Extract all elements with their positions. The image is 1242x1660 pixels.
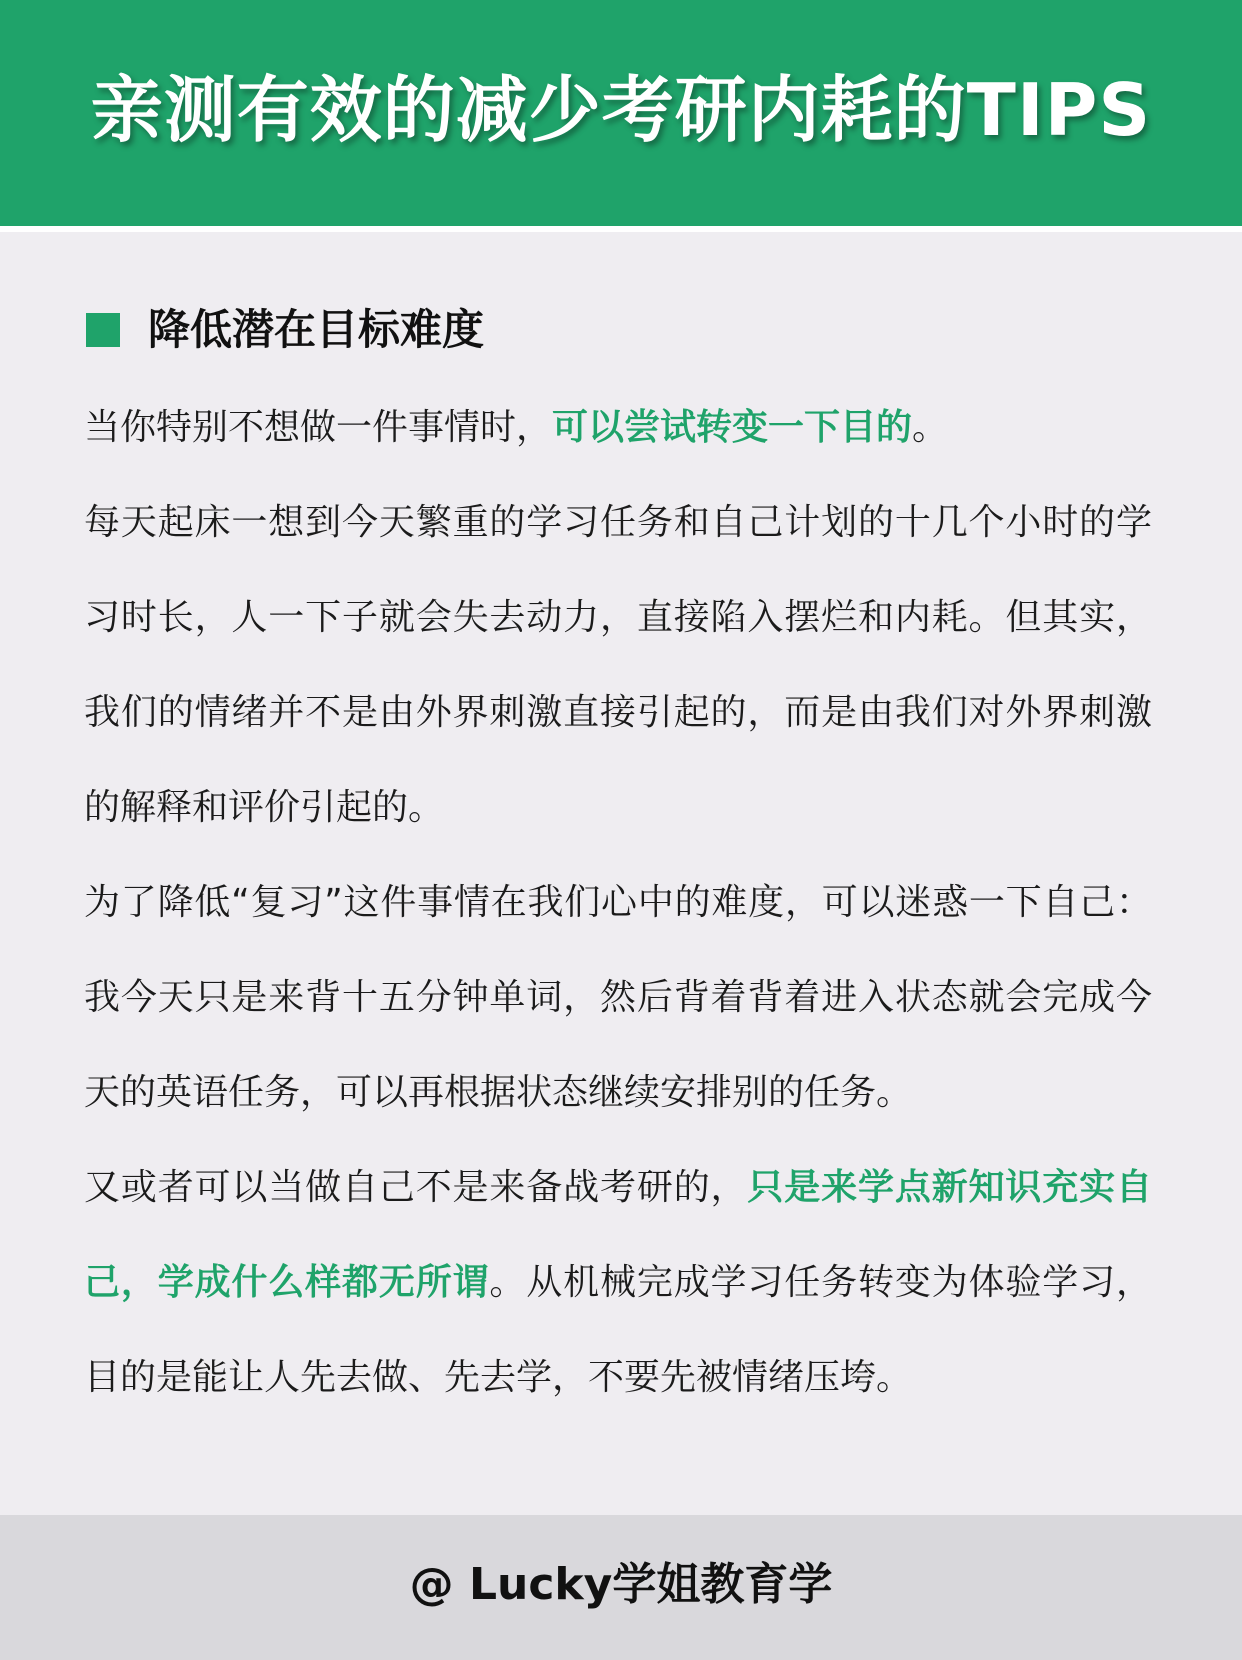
- banner-divider: [0, 226, 1242, 232]
- paragraph-1-highlight: 可以尝试转变一下目的: [552, 407, 913, 448]
- section-heading-text: 降低潜在目标难度: [148, 305, 485, 354]
- section-heading: [86, 300, 484, 360]
- paragraph-3: 为了降低“复习”这件事情在我们心中的难度，可以迷惑一下自己：我今天只是来背十五分钟单词，然后背着背着进入状态就会完成今天的英语任务，可以再根据状态继续安排别的任务。: [84, 882, 1152, 1113]
- page-title: 亲测有效的减少考研内耗的TIPS: [90, 68, 1152, 152]
- paragraph-1-end: 。: [912, 407, 949, 448]
- square-bullet-icon: [86, 313, 120, 347]
- author-credit: @ Lucky学姐教育学: [409, 1559, 833, 1610]
- paragraph-4-end: 。从机械完成学习任务转变为体验学习，目的是能让人先去做、先去学，不要先被情绪压垮。: [84, 1262, 1152, 1398]
- paragraph-1: [84, 380, 1152, 475]
- paragraph-1-text: 当你特别不想做一件事情时，: [84, 407, 553, 448]
- article-body: [84, 380, 1152, 1425]
- paragraph-4-text: 又或者可以当做自己不是来备战考研的，: [84, 1167, 748, 1208]
- paragraph-4-highlight: 只是来学点新知识充实自己，学成什么样都无所谓: [84, 1167, 1152, 1303]
- paragraph-4: [84, 1140, 1152, 1425]
- paragraph-2: 每天起床一想到今天繁重的学习任务和自己计划的十几个小时的学习时长，人一下子就会失去动力，直接陷入摆烂和内耗。但其实，我们的情绪并不是由外界刺激直接引起的，而是由我们对外界刺激的解释和评价引起的。: [84, 502, 1152, 828]
